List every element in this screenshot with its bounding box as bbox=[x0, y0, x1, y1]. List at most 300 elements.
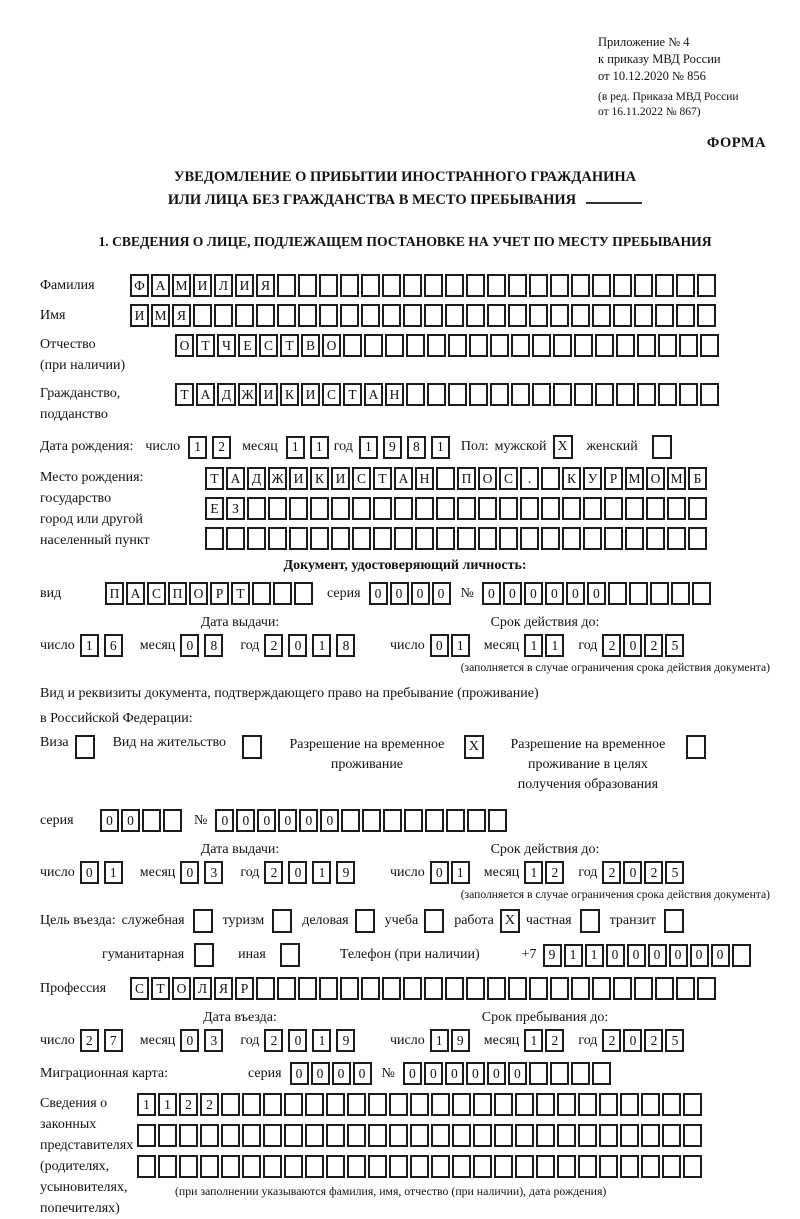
char-box[interactable] bbox=[457, 527, 476, 550]
char-box[interactable] bbox=[508, 274, 527, 297]
char-box[interactable] bbox=[431, 1093, 450, 1116]
char-box[interactable] bbox=[431, 1155, 450, 1178]
char-box[interactable]: 0 bbox=[403, 1062, 422, 1085]
char-box[interactable]: 2 bbox=[80, 1029, 99, 1052]
char-box[interactable]: М bbox=[625, 467, 644, 490]
char-box[interactable]: И bbox=[193, 274, 212, 297]
char-box[interactable] bbox=[592, 1062, 611, 1085]
char-box[interactable] bbox=[511, 334, 530, 357]
purpose-work-checkbox[interactable]: X bbox=[500, 909, 520, 933]
char-box[interactable]: 1 bbox=[312, 1029, 331, 1052]
char-box[interactable] bbox=[641, 1124, 660, 1147]
char-box[interactable] bbox=[410, 1155, 429, 1178]
char-box[interactable]: 5 bbox=[665, 1029, 684, 1052]
char-box[interactable] bbox=[683, 1124, 702, 1147]
char-box[interactable]: И bbox=[259, 383, 278, 406]
char-box[interactable] bbox=[641, 1155, 660, 1178]
char-box[interactable] bbox=[406, 334, 425, 357]
char-box[interactable]: 1 bbox=[137, 1093, 156, 1116]
char-box[interactable] bbox=[655, 304, 674, 327]
purpose-transit-checkbox[interactable] bbox=[664, 909, 684, 933]
char-box[interactable] bbox=[553, 334, 572, 357]
char-box[interactable] bbox=[158, 1155, 177, 1178]
char-box[interactable]: Л bbox=[193, 977, 212, 1000]
char-box[interactable] bbox=[487, 304, 506, 327]
char-box[interactable] bbox=[277, 304, 296, 327]
char-box[interactable] bbox=[688, 497, 707, 520]
char-box[interactable] bbox=[571, 1062, 590, 1085]
char-box[interactable] bbox=[637, 383, 656, 406]
char-box[interactable]: 8 bbox=[336, 634, 355, 657]
char-box[interactable] bbox=[382, 274, 401, 297]
char-box[interactable] bbox=[446, 809, 465, 832]
char-box[interactable] bbox=[406, 383, 425, 406]
char-box[interactable] bbox=[529, 1062, 548, 1085]
char-box[interactable]: 5 bbox=[665, 861, 684, 884]
char-box[interactable] bbox=[478, 497, 497, 520]
char-box[interactable] bbox=[508, 304, 527, 327]
char-box[interactable]: М bbox=[172, 274, 191, 297]
char-box[interactable] bbox=[646, 497, 665, 520]
char-box[interactable]: Я bbox=[214, 977, 233, 1000]
char-box[interactable]: 0 bbox=[566, 582, 585, 605]
char-box[interactable]: 1 bbox=[286, 436, 305, 459]
char-box[interactable] bbox=[557, 1124, 576, 1147]
char-box[interactable]: П bbox=[457, 467, 476, 490]
char-box[interactable] bbox=[404, 809, 423, 832]
char-box[interactable]: Я bbox=[256, 274, 275, 297]
char-box[interactable]: 0 bbox=[299, 809, 318, 832]
char-box[interactable]: 2 bbox=[200, 1093, 219, 1116]
char-box[interactable] bbox=[382, 304, 401, 327]
char-box[interactable] bbox=[403, 977, 422, 1000]
char-box[interactable] bbox=[277, 977, 296, 1000]
char-box[interactable]: 0 bbox=[311, 1062, 330, 1085]
char-box[interactable] bbox=[431, 1124, 450, 1147]
char-box[interactable]: 3 bbox=[204, 1029, 223, 1052]
char-box[interactable] bbox=[532, 334, 551, 357]
char-box[interactable]: 1 bbox=[545, 634, 564, 657]
char-box[interactable] bbox=[550, 1062, 569, 1085]
char-box[interactable] bbox=[158, 1124, 177, 1147]
char-box[interactable] bbox=[289, 527, 308, 550]
char-box[interactable] bbox=[200, 1155, 219, 1178]
char-box[interactable] bbox=[427, 334, 446, 357]
char-box[interactable] bbox=[676, 977, 695, 1000]
char-box[interactable] bbox=[394, 497, 413, 520]
char-box[interactable] bbox=[452, 1124, 471, 1147]
char-box[interactable] bbox=[697, 304, 716, 327]
char-box[interactable] bbox=[205, 527, 224, 550]
char-box[interactable]: Т bbox=[231, 582, 250, 605]
char-box[interactable] bbox=[473, 1093, 492, 1116]
char-box[interactable]: 0 bbox=[288, 634, 307, 657]
char-box[interactable] bbox=[364, 334, 383, 357]
char-box[interactable]: 0 bbox=[369, 582, 388, 605]
char-box[interactable] bbox=[515, 1155, 534, 1178]
char-box[interactable] bbox=[256, 304, 275, 327]
char-box[interactable] bbox=[599, 1155, 618, 1178]
char-box[interactable]: 2 bbox=[602, 634, 621, 657]
char-box[interactable] bbox=[298, 304, 317, 327]
char-box[interactable]: 2 bbox=[602, 1029, 621, 1052]
char-box[interactable]: 1 bbox=[431, 436, 450, 459]
char-box[interactable]: 9 bbox=[336, 1029, 355, 1052]
char-box[interactable]: Я bbox=[172, 304, 191, 327]
char-box[interactable] bbox=[658, 383, 677, 406]
char-box[interactable]: 8 bbox=[407, 436, 426, 459]
char-box[interactable]: 0 bbox=[623, 634, 642, 657]
char-box[interactable] bbox=[247, 497, 266, 520]
char-box[interactable] bbox=[284, 1155, 303, 1178]
char-box[interactable] bbox=[634, 274, 653, 297]
char-box[interactable]: 0 bbox=[669, 944, 688, 967]
char-box[interactable] bbox=[226, 527, 245, 550]
char-box[interactable] bbox=[352, 527, 371, 550]
char-box[interactable]: М bbox=[151, 304, 170, 327]
char-box[interactable] bbox=[667, 527, 686, 550]
char-box[interactable]: Ф bbox=[130, 274, 149, 297]
char-box[interactable] bbox=[550, 304, 569, 327]
char-box[interactable] bbox=[179, 1124, 198, 1147]
char-box[interactable] bbox=[494, 1093, 513, 1116]
char-box[interactable] bbox=[658, 334, 677, 357]
char-box[interactable] bbox=[688, 527, 707, 550]
char-box[interactable] bbox=[467, 809, 486, 832]
purpose-tourism-checkbox[interactable] bbox=[272, 909, 292, 933]
char-box[interactable] bbox=[613, 304, 632, 327]
char-box[interactable]: С bbox=[130, 977, 149, 1000]
char-box[interactable]: 0 bbox=[236, 809, 255, 832]
char-box[interactable]: 0 bbox=[648, 944, 667, 967]
char-box[interactable]: 2 bbox=[212, 436, 231, 459]
char-box[interactable]: 0 bbox=[411, 582, 430, 605]
char-box[interactable] bbox=[347, 1155, 366, 1178]
char-box[interactable] bbox=[571, 274, 590, 297]
char-box[interactable] bbox=[263, 1093, 282, 1116]
char-box[interactable]: . bbox=[520, 467, 539, 490]
char-box[interactable] bbox=[488, 809, 507, 832]
char-box[interactable] bbox=[532, 383, 551, 406]
char-box[interactable] bbox=[469, 383, 488, 406]
char-box[interactable] bbox=[466, 977, 485, 1000]
char-box[interactable] bbox=[529, 977, 548, 1000]
char-box[interactable]: 9 bbox=[543, 944, 562, 967]
visa-checkbox[interactable] bbox=[75, 735, 95, 759]
char-box[interactable] bbox=[487, 977, 506, 1000]
char-box[interactable] bbox=[403, 304, 422, 327]
char-box[interactable]: О bbox=[175, 334, 194, 357]
char-box[interactable]: С bbox=[147, 582, 166, 605]
char-box[interactable] bbox=[373, 497, 392, 520]
char-box[interactable] bbox=[494, 1124, 513, 1147]
char-box[interactable] bbox=[732, 944, 751, 967]
char-box[interactable] bbox=[200, 1124, 219, 1147]
char-box[interactable] bbox=[629, 582, 648, 605]
char-box[interactable]: 0 bbox=[180, 861, 199, 884]
char-box[interactable] bbox=[448, 383, 467, 406]
char-box[interactable] bbox=[163, 809, 182, 832]
char-box[interactable] bbox=[608, 582, 627, 605]
char-box[interactable]: Н bbox=[415, 467, 434, 490]
char-box[interactable] bbox=[298, 977, 317, 1000]
char-box[interactable]: Ж bbox=[238, 383, 257, 406]
char-box[interactable]: Е bbox=[238, 334, 257, 357]
char-box[interactable] bbox=[389, 1155, 408, 1178]
char-box[interactable]: И bbox=[289, 467, 308, 490]
char-box[interactable]: 1 bbox=[524, 634, 543, 657]
char-box[interactable]: 0 bbox=[711, 944, 730, 967]
char-box[interactable] bbox=[676, 274, 695, 297]
char-box[interactable] bbox=[490, 334, 509, 357]
char-box[interactable] bbox=[662, 1155, 681, 1178]
char-box[interactable] bbox=[499, 497, 518, 520]
char-box[interactable] bbox=[646, 527, 665, 550]
char-box[interactable] bbox=[571, 977, 590, 1000]
sex-female-checkbox[interactable] bbox=[652, 435, 672, 459]
char-box[interactable] bbox=[625, 527, 644, 550]
char-box[interactable]: 1 bbox=[312, 634, 331, 657]
char-box[interactable]: 0 bbox=[623, 1029, 642, 1052]
char-box[interactable] bbox=[305, 1155, 324, 1178]
char-box[interactable] bbox=[305, 1124, 324, 1147]
char-box[interactable] bbox=[425, 809, 444, 832]
char-box[interactable] bbox=[520, 527, 539, 550]
char-box[interactable] bbox=[469, 334, 488, 357]
char-box[interactable]: 0 bbox=[215, 809, 234, 832]
char-box[interactable]: У bbox=[583, 467, 602, 490]
char-box[interactable] bbox=[515, 1124, 534, 1147]
char-box[interactable] bbox=[252, 582, 271, 605]
char-box[interactable]: 1 bbox=[451, 861, 470, 884]
char-box[interactable] bbox=[284, 1093, 303, 1116]
char-box[interactable]: 1 bbox=[430, 1029, 449, 1052]
char-box[interactable]: Ж bbox=[268, 467, 287, 490]
char-box[interactable] bbox=[583, 527, 602, 550]
char-box[interactable]: С bbox=[499, 467, 518, 490]
char-box[interactable] bbox=[583, 497, 602, 520]
char-box[interactable]: К bbox=[280, 383, 299, 406]
char-box[interactable]: Д bbox=[217, 383, 236, 406]
char-box[interactable]: 9 bbox=[336, 861, 355, 884]
char-box[interactable]: Т bbox=[343, 383, 362, 406]
char-box[interactable] bbox=[595, 334, 614, 357]
char-box[interactable] bbox=[341, 809, 360, 832]
char-box[interactable]: 0 bbox=[332, 1062, 351, 1085]
char-box[interactable] bbox=[403, 274, 422, 297]
temp-residence-checkbox[interactable]: X bbox=[464, 735, 484, 759]
char-box[interactable] bbox=[667, 497, 686, 520]
char-box[interactable] bbox=[490, 383, 509, 406]
char-box[interactable]: К bbox=[310, 467, 329, 490]
char-box[interactable]: Р bbox=[604, 467, 623, 490]
char-box[interactable] bbox=[389, 1093, 408, 1116]
char-box[interactable] bbox=[466, 304, 485, 327]
char-box[interactable]: И bbox=[301, 383, 320, 406]
residence-permit-checkbox[interactable] bbox=[242, 735, 262, 759]
char-box[interactable] bbox=[637, 334, 656, 357]
char-box[interactable] bbox=[599, 1124, 618, 1147]
char-box[interactable]: 2 bbox=[264, 1029, 283, 1052]
char-box[interactable] bbox=[368, 1155, 387, 1178]
char-box[interactable]: 0 bbox=[288, 1029, 307, 1052]
char-box[interactable]: Д bbox=[247, 467, 266, 490]
char-box[interactable] bbox=[319, 977, 338, 1000]
char-box[interactable] bbox=[368, 1124, 387, 1147]
char-box[interactable] bbox=[331, 497, 350, 520]
char-box[interactable] bbox=[671, 582, 690, 605]
char-box[interactable] bbox=[436, 497, 455, 520]
char-box[interactable] bbox=[676, 304, 695, 327]
char-box[interactable] bbox=[284, 1124, 303, 1147]
char-box[interactable]: 5 bbox=[665, 634, 684, 657]
char-box[interactable] bbox=[452, 1093, 471, 1116]
char-box[interactable] bbox=[214, 304, 233, 327]
char-box[interactable] bbox=[515, 1093, 534, 1116]
char-box[interactable] bbox=[247, 527, 266, 550]
char-box[interactable] bbox=[340, 274, 359, 297]
char-box[interactable]: 0 bbox=[121, 809, 140, 832]
char-box[interactable] bbox=[424, 977, 443, 1000]
char-box[interactable]: 0 bbox=[503, 582, 522, 605]
char-box[interactable] bbox=[289, 497, 308, 520]
char-box[interactable] bbox=[641, 1093, 660, 1116]
char-box[interactable]: 1 bbox=[310, 436, 329, 459]
char-box[interactable] bbox=[361, 274, 380, 297]
char-box[interactable] bbox=[578, 1093, 597, 1116]
char-box[interactable] bbox=[536, 1155, 555, 1178]
char-box[interactable]: 0 bbox=[288, 861, 307, 884]
purpose-other-checkbox[interactable] bbox=[280, 943, 300, 967]
char-box[interactable] bbox=[466, 274, 485, 297]
char-box[interactable] bbox=[415, 497, 434, 520]
char-box[interactable]: 0 bbox=[627, 944, 646, 967]
char-box[interactable] bbox=[415, 527, 434, 550]
char-box[interactable]: 0 bbox=[80, 861, 99, 884]
char-box[interactable] bbox=[536, 1124, 555, 1147]
char-box[interactable] bbox=[319, 274, 338, 297]
char-box[interactable] bbox=[613, 977, 632, 1000]
char-box[interactable]: 0 bbox=[482, 582, 501, 605]
char-box[interactable] bbox=[331, 527, 350, 550]
char-box[interactable] bbox=[256, 977, 275, 1000]
char-box[interactable]: 2 bbox=[179, 1093, 198, 1116]
char-box[interactable]: А bbox=[126, 582, 145, 605]
char-box[interactable]: 0 bbox=[430, 634, 449, 657]
char-box[interactable] bbox=[385, 334, 404, 357]
char-box[interactable] bbox=[620, 1093, 639, 1116]
char-box[interactable]: Т bbox=[205, 467, 224, 490]
char-box[interactable]: 2 bbox=[644, 861, 663, 884]
char-box[interactable]: 0 bbox=[180, 1029, 199, 1052]
char-box[interactable] bbox=[235, 304, 254, 327]
char-box[interactable] bbox=[340, 304, 359, 327]
char-box[interactable] bbox=[557, 1155, 576, 1178]
char-box[interactable]: 2 bbox=[602, 861, 621, 884]
char-box[interactable] bbox=[389, 1124, 408, 1147]
char-box[interactable] bbox=[473, 1155, 492, 1178]
char-box[interactable]: 0 bbox=[606, 944, 625, 967]
char-box[interactable] bbox=[242, 1093, 261, 1116]
char-box[interactable]: Е bbox=[205, 497, 224, 520]
char-box[interactable] bbox=[361, 977, 380, 1000]
char-box[interactable] bbox=[305, 1093, 324, 1116]
char-box[interactable]: 0 bbox=[487, 1062, 506, 1085]
char-box[interactable] bbox=[347, 1124, 366, 1147]
char-box[interactable] bbox=[700, 383, 719, 406]
char-box[interactable] bbox=[613, 274, 632, 297]
char-box[interactable]: 0 bbox=[623, 861, 642, 884]
char-box[interactable] bbox=[541, 527, 560, 550]
char-box[interactable] bbox=[473, 1124, 492, 1147]
char-box[interactable]: Т bbox=[175, 383, 194, 406]
char-box[interactable] bbox=[650, 582, 669, 605]
char-box[interactable] bbox=[604, 527, 623, 550]
char-box[interactable] bbox=[550, 977, 569, 1000]
char-box[interactable]: 1 bbox=[188, 436, 207, 459]
char-box[interactable]: 9 bbox=[383, 436, 402, 459]
char-box[interactable]: 2 bbox=[644, 1029, 663, 1052]
char-box[interactable] bbox=[529, 274, 548, 297]
char-box[interactable] bbox=[541, 497, 560, 520]
char-box[interactable] bbox=[298, 274, 317, 297]
char-box[interactable]: З bbox=[226, 497, 245, 520]
char-box[interactable] bbox=[592, 274, 611, 297]
char-box[interactable] bbox=[452, 1155, 471, 1178]
sex-male-checkbox[interactable]: X bbox=[553, 435, 573, 459]
char-box[interactable] bbox=[662, 1093, 681, 1116]
char-box[interactable] bbox=[445, 274, 464, 297]
char-box[interactable] bbox=[268, 497, 287, 520]
char-box[interactable] bbox=[697, 274, 716, 297]
char-box[interactable] bbox=[362, 809, 381, 832]
char-box[interactable] bbox=[697, 977, 716, 1000]
char-box[interactable]: А bbox=[226, 467, 245, 490]
char-box[interactable]: 0 bbox=[432, 582, 451, 605]
char-box[interactable] bbox=[277, 274, 296, 297]
char-box[interactable]: 0 bbox=[524, 582, 543, 605]
char-box[interactable] bbox=[427, 383, 446, 406]
char-box[interactable]: 0 bbox=[100, 809, 119, 832]
char-box[interactable]: 2 bbox=[545, 861, 564, 884]
char-box[interactable] bbox=[692, 582, 711, 605]
char-box[interactable]: 2 bbox=[264, 861, 283, 884]
char-box[interactable] bbox=[620, 1155, 639, 1178]
char-box[interactable] bbox=[511, 383, 530, 406]
char-box[interactable]: 1 bbox=[104, 861, 123, 884]
char-box[interactable]: 1 bbox=[451, 634, 470, 657]
char-box[interactable]: А bbox=[196, 383, 215, 406]
char-box[interactable] bbox=[263, 1124, 282, 1147]
char-box[interactable] bbox=[508, 977, 527, 1000]
char-box[interactable]: Р bbox=[210, 582, 229, 605]
char-box[interactable]: И bbox=[235, 274, 254, 297]
char-box[interactable]: 1 bbox=[524, 861, 543, 884]
char-box[interactable] bbox=[410, 1124, 429, 1147]
char-box[interactable]: М bbox=[667, 467, 686, 490]
char-box[interactable] bbox=[562, 497, 581, 520]
char-box[interactable] bbox=[553, 383, 572, 406]
char-box[interactable]: 0 bbox=[466, 1062, 485, 1085]
char-box[interactable]: Ч bbox=[217, 334, 236, 357]
char-box[interactable] bbox=[620, 1124, 639, 1147]
char-box[interactable]: А bbox=[151, 274, 170, 297]
char-box[interactable] bbox=[221, 1093, 240, 1116]
char-box[interactable]: 0 bbox=[353, 1062, 372, 1085]
char-box[interactable] bbox=[179, 1155, 198, 1178]
char-box[interactable] bbox=[373, 527, 392, 550]
char-box[interactable]: И bbox=[130, 304, 149, 327]
